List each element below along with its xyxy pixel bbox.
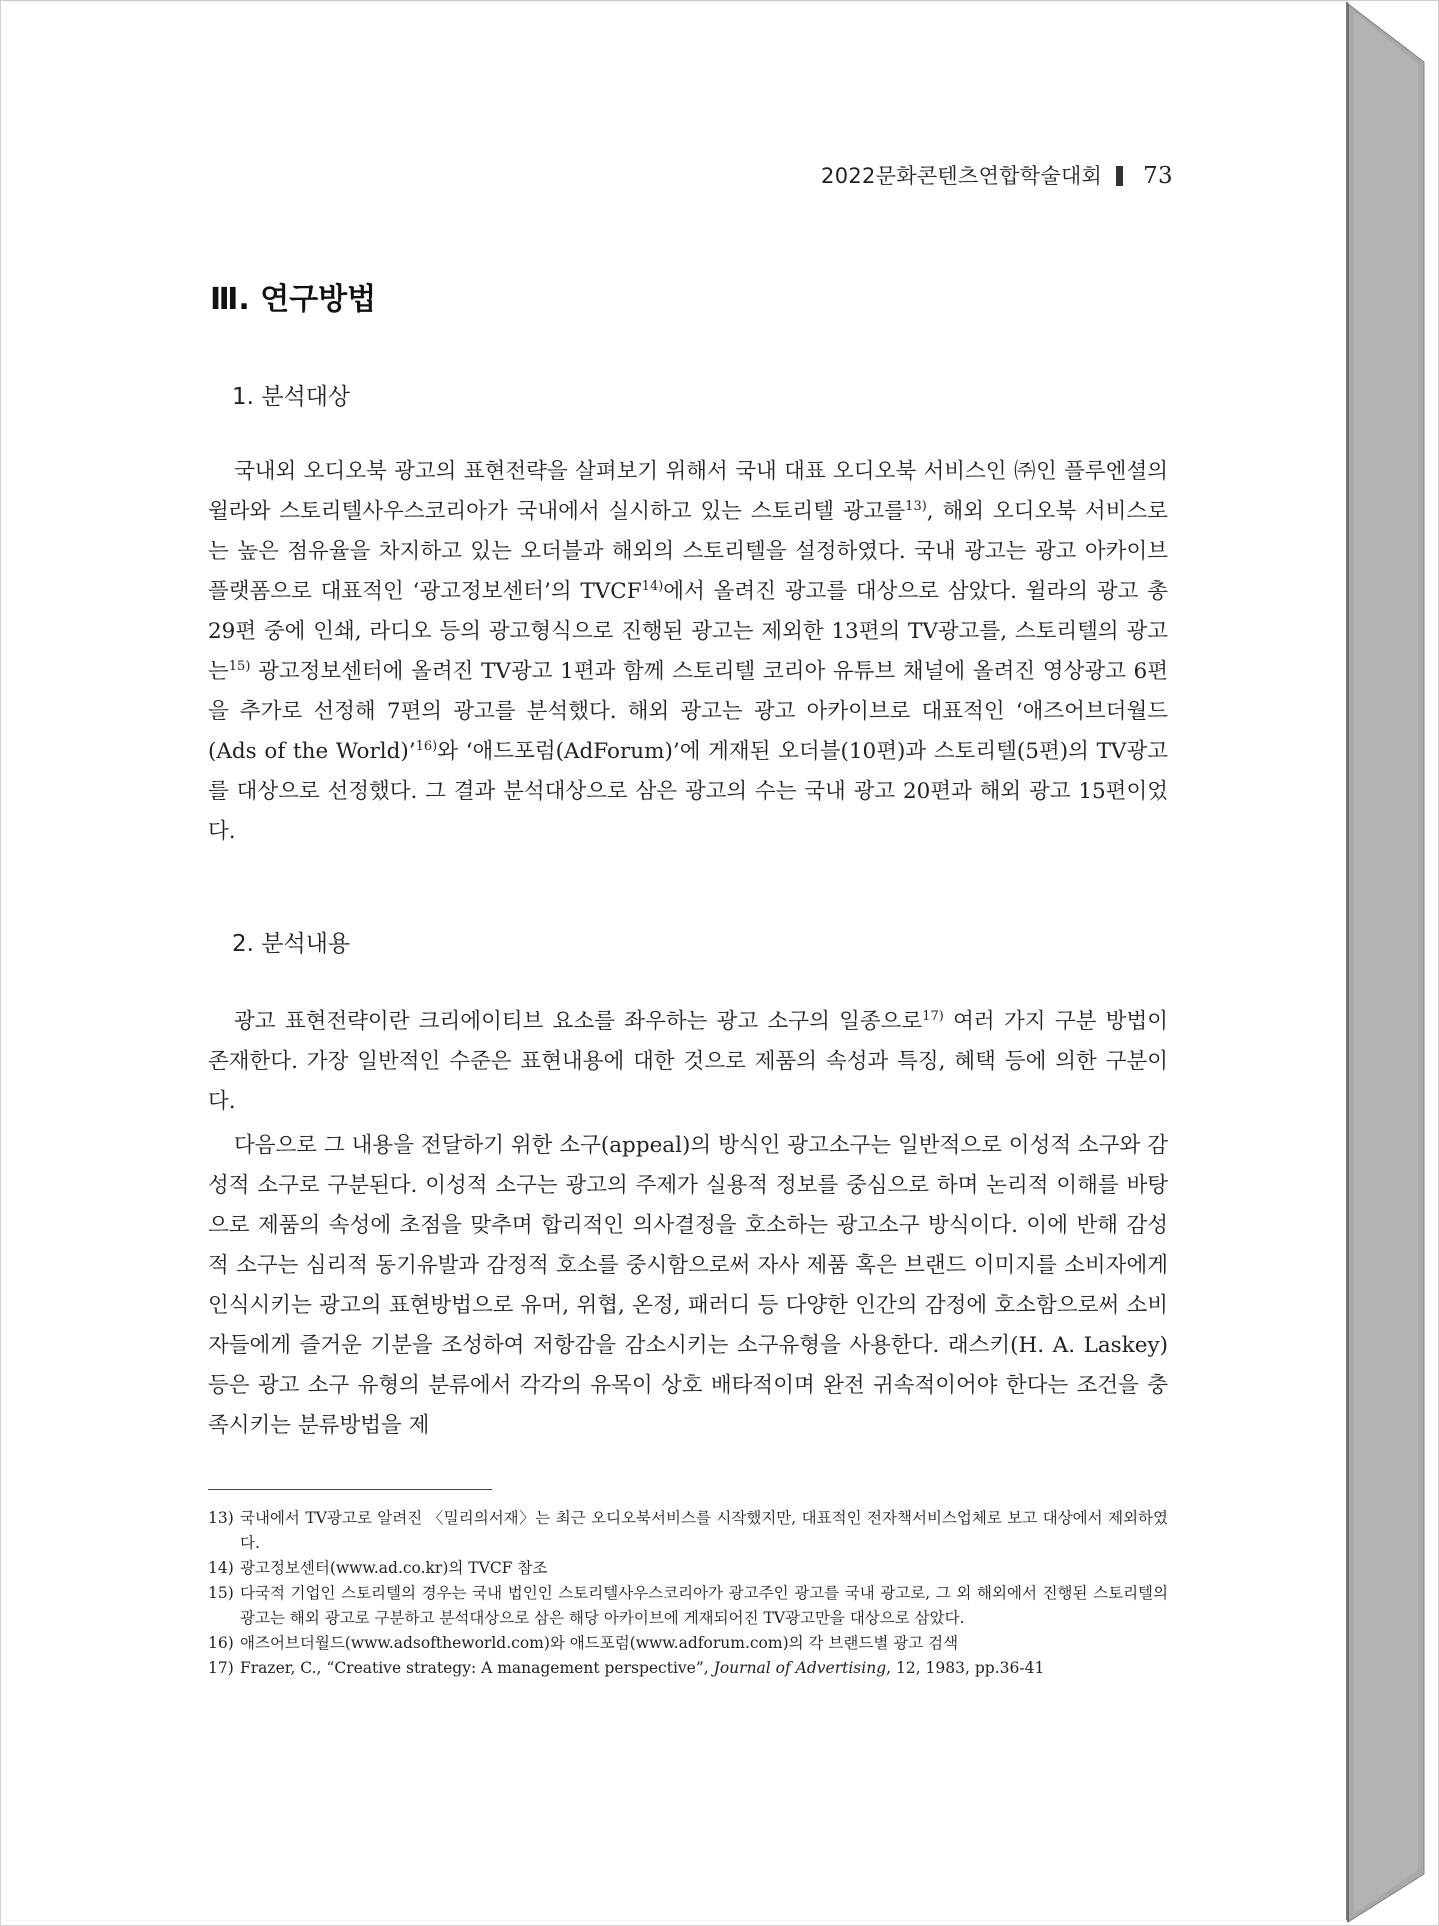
footnote: 17) Frazer, C., “Creative strategy: A management perspective”, Journal of Advertising, 12, 1983, pp.36-41 xyxy=(208,1659,1045,1677)
footnote: 16) 애즈어브더월드(www.adsoftheworld.com)와 애드포럼(www.adforum.com)의 각 브랜드별 광고 검색 xyxy=(208,1634,959,1652)
section-title: 1. 분석대상 xyxy=(232,384,351,410)
footnote: 13) 국내에서 TV광고로 알려진 〈밀리의서재〉는 최근 오디오북서비스를 시작했지만, 대표적인 전자책서비스업체로 보고 대상에서 제외하였다. xyxy=(208,1509,1168,1552)
conference-name: 2022문화콘텐츠연합학술대회 xyxy=(821,164,1103,188)
paragraph: 국내외 오디오북 광고의 표현전략을 살펴보기 위해서 국내 대표 오디오북 서비스인 ㈜인 플루엔셜의 윌라와 스토리텔사우스코리아가 국내에서 실시하고 있는 스토리텔 광고를$^{13)}$, 해외 오디오북 서비스로는 높은 점유율을 차지하고 있는 오더블과 해외의 스토리텔을 설정하였다. 국내 광고는 광고 아카이브 플랫폼으로 대표적인 ‘광고정보센터’의 TVCF$^{14)}$에서 올려진 광고를 대상으로 삼았다. 윌라의 광고 총 29편 중에 인쇄, 라디오 등의 광고형식으로 진행된 광고는 제외한 13편의 TV광고를, 스토리텔의 광고는$^{15)}$ 광고정보센터에 올려진 TV광고 1편과 함께 스토리텔 코리아 유튜브 채널에 올려진 영상광고 6편을 추가로 선정해 7편의 광고를 분석했다. 해외 광고는 광고 아카이브로 대표적인 ‘애즈어브더월드(Ads of the World)’$^{16)}$와 ‘애드포럼(AdForum)’에 게재된 오더블(10편)과 스토리텔(5편)의 TV광고를 대상으로 선정했다. 그 결과 분석대상으로 삼은 광고의 수는 국내 광고 20편과 해외 광고 15편이었다. xyxy=(208,459,1169,844)
page-number: 73 xyxy=(1143,163,1173,189)
chapter-title: Ⅲ. 연구방법 xyxy=(210,282,377,317)
footnote-ref: 13) xyxy=(905,499,927,514)
footnote-divider xyxy=(208,1489,492,1490)
section-title: 2. 분석내용 xyxy=(232,931,351,957)
paragraph: 광고 표현전략이란 크리에이티브 요소를 좌우하는 광고 소구의 일종으로$^{17)}$ 여러 가지 구분 방법이 존재한다. 가장 일반적인 수준은 표현내용에 대한 것으로 제품의 속성과 특징, 혜택 등에 의한 구분이다. xyxy=(208,1009,1168,1114)
footnotes xyxy=(208,1506,1168,1681)
footnote: 14) 광고정보센터(www.ad.co.kr)의 TVCF 참조 xyxy=(208,1559,548,1577)
running-header xyxy=(821,160,1173,190)
footnote: 15) 다국적 기업인 스토리텔의 경우는 국내 법인인 스토리텔사우스코리아가 광고주인 광고를 국내 광고로, 그 외 해외에서 진행된 스토리텔의 광고는 해외 광고로 구분하고 분석대상으로 삼은 해당 아카이브에 게재되어진 TV광고만을 대상으로 삼았다. xyxy=(208,1584,1168,1627)
footnote-ref: 16) xyxy=(415,739,438,754)
footnote-ref: 17) xyxy=(922,1009,944,1024)
journal-title: Journal of Advertising xyxy=(713,1659,887,1677)
footnote-ref: 15) xyxy=(228,659,251,674)
footnote-ref: 14) xyxy=(641,579,664,594)
header-separator xyxy=(1116,166,1123,186)
paragraph: 다음으로 그 내용을 전달하기 위한 소구(appeal)의 방식인 광고소구는 일반적으로 이성적 소구와 감성적 소구로 구분된다. 이성적 소구는 광고의 주제가 실용적 정보를 중심으로 하며 논리적 이해를 바탕으로 제품의 속성에 초점을 맞추며 합리적인 의사결정을 호소하는 광고소구 방식이다. 이에 반해 감성적 소구는 심리적 동기유발과 감정적 호소를 중시함으로써 자사 제품 혹은 브랜드 이미지를 소비자에게 인식시키는 광고의 표현방법으로 유머, 위협, 온정, 패러디 등 다양한 인간의 감정에 호소함으로써 소비자들에게 즐거운 기분을 조성하여 저항감을 감소시키는 소구유형을 사용한다. 래스키(H. A. Laskey) 등은 광고 소구 유형의 분류에서 각각의 유목이 상호 배타적이며 완전 귀속적이어야 한다는 조건을 충족시키는 분류방법을 제 xyxy=(208,1133,1168,1438)
